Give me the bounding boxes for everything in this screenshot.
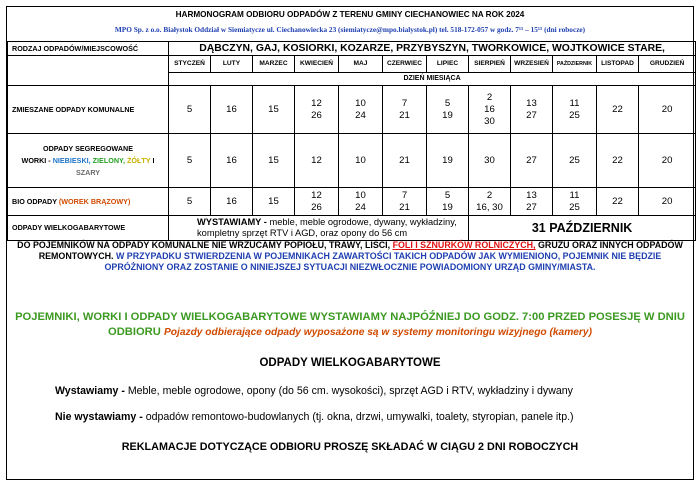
row-label-segregated: ODPADY SEGREGOWANE WORKI - NIEBIESKI, ZIELONY, ŻÓŁTY I SZARY — [8, 134, 169, 188]
day-cell: 11 25 — [553, 188, 597, 216]
localities-header: DĄBCZYN, GAJ, KOSIORKI, KOZARZE, PRZYBYSZYN, TWORKOWICE, WOJTKOWICE STARE, — [169, 42, 696, 56]
company-contact: MPO Sp. z o.o. Białystok Oddział w Siemiatycze ul. Ciechanowiecka 23 (siemiatycze@mpo.bialystok.pl) tel. 518-172-057 w godz. 7¹⁵ – 15¹⁵ (dni robocze) — [114, 25, 586, 34]
month-header: LUTY — [211, 56, 253, 73]
day-cell: 19 — [427, 134, 469, 188]
schedule-row-bulky — [8, 216, 696, 241]
prohibited-waste-notice: DO POJEMNIKÓW NA ODPADY KOMUNALNE NIE WRZUCAMY POPIOŁU, TRAWY, LIŚCI, FOLI I SZNURKÓW ROLNICZYCH, GRUZU ORAZ INNYCH ODPADÓW REMONTOWYCH. W PRZYPADKU STWIERDZENIA W POJEMNIKACH ZAWARTOŚCI TAKICH ODPADÓW JAK WYMIENIONO, POJEMNIK NIE BĘDZIE OPRÓŻNIONY ORAZ ZOSTANIE O NINIEJSZEJ SYTUACJI NIEZWŁOCZNIE POWIADOMIONY URZĄD GMINY/MIASTA. — [17, 240, 683, 273]
schedule-document — [6, 6, 694, 480]
month-header: STYCZEŃ — [169, 56, 211, 73]
day-cell: 7 21 — [383, 86, 427, 134]
month-header: CZERWIEC — [383, 56, 427, 73]
row-label-bio: BIO ODPADY (WOREK BRĄZOWY) — [8, 188, 169, 216]
month-header: LIPIEC — [427, 56, 469, 73]
day-cell: 10 24 — [339, 188, 383, 216]
collection-schedule-table — [7, 41, 696, 241]
day-cell: 15 — [253, 134, 295, 188]
month-header: LISTOPAD — [597, 56, 639, 73]
month-header: MAJ — [339, 56, 383, 73]
day-cell: 20 — [639, 86, 696, 134]
day-cell: 27 — [511, 134, 553, 188]
schedule-row-segregated — [8, 134, 696, 188]
months-row — [8, 56, 696, 73]
day-cell: 21 — [383, 134, 427, 188]
day-cell: 13 27 — [511, 188, 553, 216]
day-cell: 15 — [253, 188, 295, 216]
month-header: MARZEC — [253, 56, 295, 73]
day-cell: 22 — [597, 188, 639, 216]
bulky-collection-date: 31 PAŹDZIERNIK — [469, 216, 696, 241]
day-cell: 12 26 — [295, 188, 339, 216]
day-cell: 16 — [211, 86, 253, 134]
month-header: WRZESIEŃ — [511, 56, 553, 73]
month-header: PAŹDZIERNIK — [553, 56, 597, 73]
day-cell: 22 — [597, 86, 639, 134]
day-cell: 5 19 — [427, 188, 469, 216]
day-cell: 16 — [211, 188, 253, 216]
complaints-notice: REKLAMACJE DOTYCZĄCE ODBIORU PROSZĘ SKŁADAĆ W CIĄGU 2 DNI ROBOCZYCH — [121, 441, 579, 453]
bulky-not-allowed-line: Nie wystawiamy - odpadów remontowo-budowlanych (tj. okna, drzwi, umywalki, toalety, styropian, panele itp.) — [55, 411, 574, 423]
bulky-section-heading: ODPADY WIELKOGABARYTOWE — [259, 357, 441, 369]
schedule-row-mixed — [8, 86, 696, 134]
day-cell: 5 — [169, 86, 211, 134]
day-cell: 5 — [169, 134, 211, 188]
day-cell: 7 21 — [383, 188, 427, 216]
day-cell: 20 — [639, 188, 696, 216]
set-out-time-notice: POJEMNIKI, WORKI I ODPADY WIELKOGABARYTOWE WYSTAWIAMY NAJPÓŹNIEJ DO GODZ. 7:00 PRZED POSESJĘ W DNIU ODBIORU Pojazdy odbierające odpady wyposażone są w systemy monitoringu wizyjnego (kamery) — [15, 311, 685, 338]
day-cell: 2 16 30 — [469, 86, 511, 134]
day-cell: 13 27 — [511, 86, 553, 134]
day-of-month-label: DZIEŃ MIESIĄCA — [169, 73, 696, 86]
day-cell: 11 25 — [553, 86, 597, 134]
day-cell: 10 — [339, 134, 383, 188]
day-cell: 2 16, 30 — [469, 188, 511, 216]
corner-label: RODZAJ ODPADÓW/MIEJSCOWOŚĆ — [8, 42, 169, 56]
row-label-mixed: ZMIESZANE ODPADY KOMUNALNE — [8, 86, 169, 134]
day-cell: 22 — [597, 134, 639, 188]
document-title: HARMONOGRAM ODBIORU ODPADÓW Z TERENU GMINY CIECHANOWIEC NA ROK 2024 — [175, 10, 525, 19]
schedule-row-bio — [8, 188, 696, 216]
day-cell: 25 — [553, 134, 597, 188]
day-cell: 5 — [169, 188, 211, 216]
bulky-items-description: WYSTAWIAMY - meble, meble ogrodowe, dywany, wykładziny, kompletny sprzęt RTV i AGD, oraz opony do 56 cm — [169, 216, 469, 241]
bulky-allowed-line: Wystawiamy - Meble, meble ogrodowe, opony (do 56 cm. wysokości), sprzęt AGD i RTV, wykładziny i dywany — [55, 385, 573, 397]
day-cell: 20 — [639, 134, 696, 188]
day-cell: 16 — [211, 134, 253, 188]
month-header: SIERPIEŃ — [469, 56, 511, 73]
day-cell: 12 26 — [295, 86, 339, 134]
month-header: GRUDZIEŃ — [639, 56, 696, 73]
day-cell: 10 24 — [339, 86, 383, 134]
month-header: KWIECIEŃ — [295, 56, 339, 73]
day-cell: 15 — [253, 86, 295, 134]
row-label-bulky: ODPADY WIELKOGABARYTOWE — [8, 216, 169, 241]
monitoring-note: Pojazdy odbierające odpady wyposażone są w systemy monitoringu wizyjnego (kamery) — [163, 327, 592, 338]
month-header-blank — [8, 56, 169, 86]
day-cell: 30 — [469, 134, 511, 188]
day-cell: 12 — [295, 134, 339, 188]
day-cell: 5 19 — [427, 86, 469, 134]
